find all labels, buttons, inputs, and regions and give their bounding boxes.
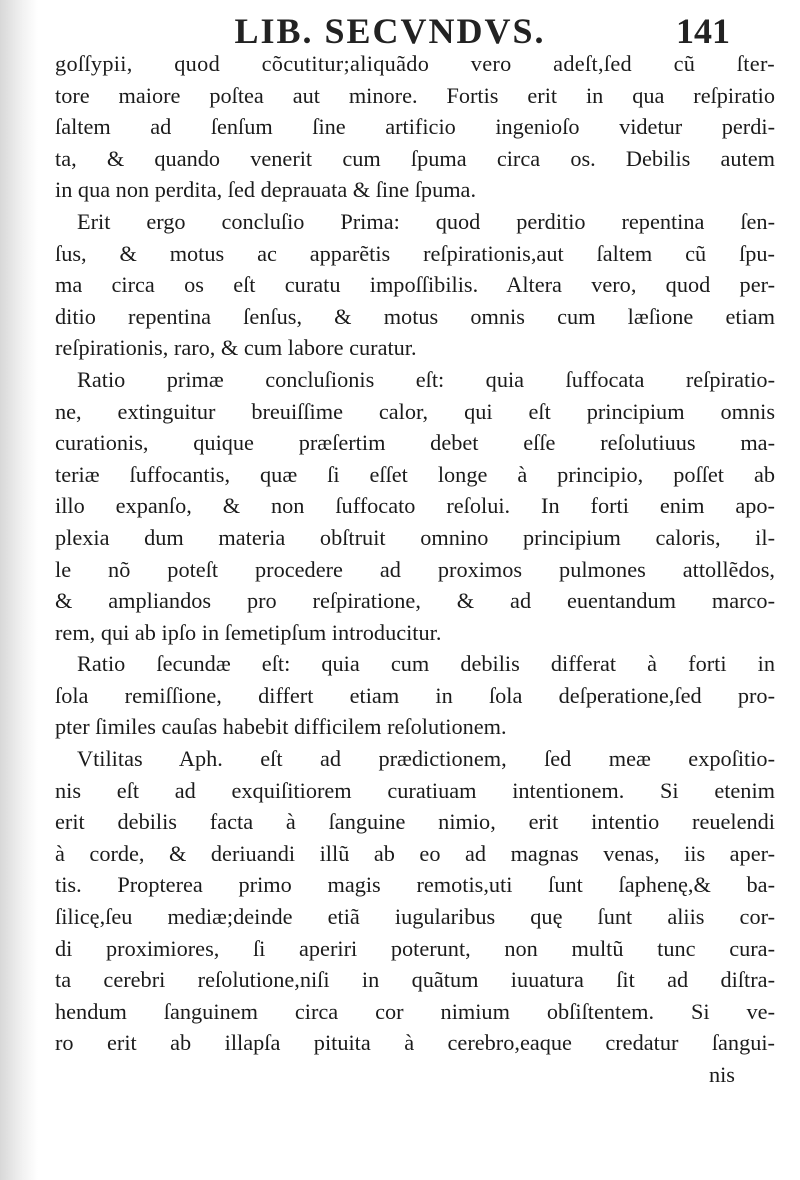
text-line: Erit ergo concluſio Prima: quod perditio repentina ſen- — [77, 208, 775, 234]
text-line: ro erit ab illapſa pituita à cerebro,eaque credatur ſangui- — [55, 1030, 775, 1056]
text-line: ne, extinguitur breuiſſime calor, qui eſt principium omnis — [55, 398, 775, 424]
text-line: pter ſimiles cauſas habebit difficilem reſolutionem. — [55, 714, 507, 740]
text-line: illo expanſo, & non ſuffocato reſolui. In forti enim apo- — [55, 493, 775, 519]
text-line: à corde, & deriuandi illũ ab eo ad magnas venas, iis aper- — [55, 840, 775, 866]
text-line: ſilicę,ſeu mediæ;deinde etiã iugularibus quę ſunt aliis cor- — [55, 904, 775, 930]
text-line: di proximiores, ſi aperiri poterunt, non multũ tunc cura- — [55, 935, 775, 961]
text-line: ma circa os eſt curatu impoſſibilis. Altera vero, quod per- — [55, 272, 775, 298]
text-line: le nõ poteſt procedere ad proximos pulmones attollẽdos, — [55, 556, 775, 582]
text-line: ta, & quando venerit cum ſpuma circa os. Debilis autem — [55, 145, 775, 171]
text-line: & ampliandos pro reſpiratione, & ad euentandum marco- — [55, 588, 775, 614]
text-line: ſaltem ad ſenſum ſine artificio ingenioſo videtur perdi- — [55, 114, 775, 140]
text-line: Vtilitas Aph. eſt ad prædictionem, ſed meæ expoſitio- — [77, 746, 775, 772]
running-title: LIB. SECVNDVS. — [234, 11, 546, 51]
text-line: tore maiore poſtea aut minore. Fortis erit in qua reſpiratio — [55, 82, 775, 108]
text-line: nis eſt ad exquiſitiorem curatiuam intentionem. Si etenim — [55, 777, 775, 803]
text-line: goſſypii, quod cõcutitur;aliquãdo vero adeſt,ſed cũ ſter- — [55, 51, 775, 76]
text-line: plexia dum materia obſtruit omnino principium caloris, il- — [55, 524, 775, 550]
text-line: reſpirationis, raro, & cum labore curatur. — [55, 335, 417, 361]
text-line: Ratio primæ concluſionis eſt: quia ſuffocata reſpiratio- — [77, 366, 775, 392]
text-line: in qua non perdita, ſed deprauata & ſine ſpuma. — [55, 177, 477, 203]
text-line: Ratio ſecundæ eſt: quia cum debilis differat à forti in — [77, 651, 775, 677]
gutter-shadow — [0, 0, 38, 1180]
text-line: tis. Propterea primo magis remotis,uti ſunt ſaphenę,& ba- — [55, 872, 775, 898]
text-line: ſus, & motus ac apparẽtis reſpirationis,aut ſaltem cũ ſpu- — [55, 240, 775, 266]
text-line: teriæ ſuffocantis, quæ ſi eſſet longe à principio, poſſet ab — [55, 461, 775, 487]
catchword: nis — [708, 1062, 735, 1087]
text-line: ta cerebri reſolutione,niſi in quãtum iuuatura ſit ad diſtra- — [55, 967, 775, 993]
text-line: rem, qui ab ipſo in ſemetipſum introducitur. — [55, 619, 442, 645]
text-line: erit debilis facta à ſanguine nimio, erit intentio reuelendi — [55, 809, 775, 835]
text-line: ſola remiſſione, differt etiam in ſola deſperatione,ſed pro- — [55, 682, 775, 708]
page-number: 141 — [676, 11, 730, 51]
text-line: ditio repentina ſenſus, & motus omnis cum læſione etiam — [55, 303, 775, 329]
text-line: curationis, quique præſertim debet eſſe reſolutiuus ma- — [55, 430, 775, 456]
body-text — [55, 48, 775, 1091]
text-line: hendum ſanguinem circa cor nimium obſiſtentem. Si ve- — [55, 998, 775, 1024]
